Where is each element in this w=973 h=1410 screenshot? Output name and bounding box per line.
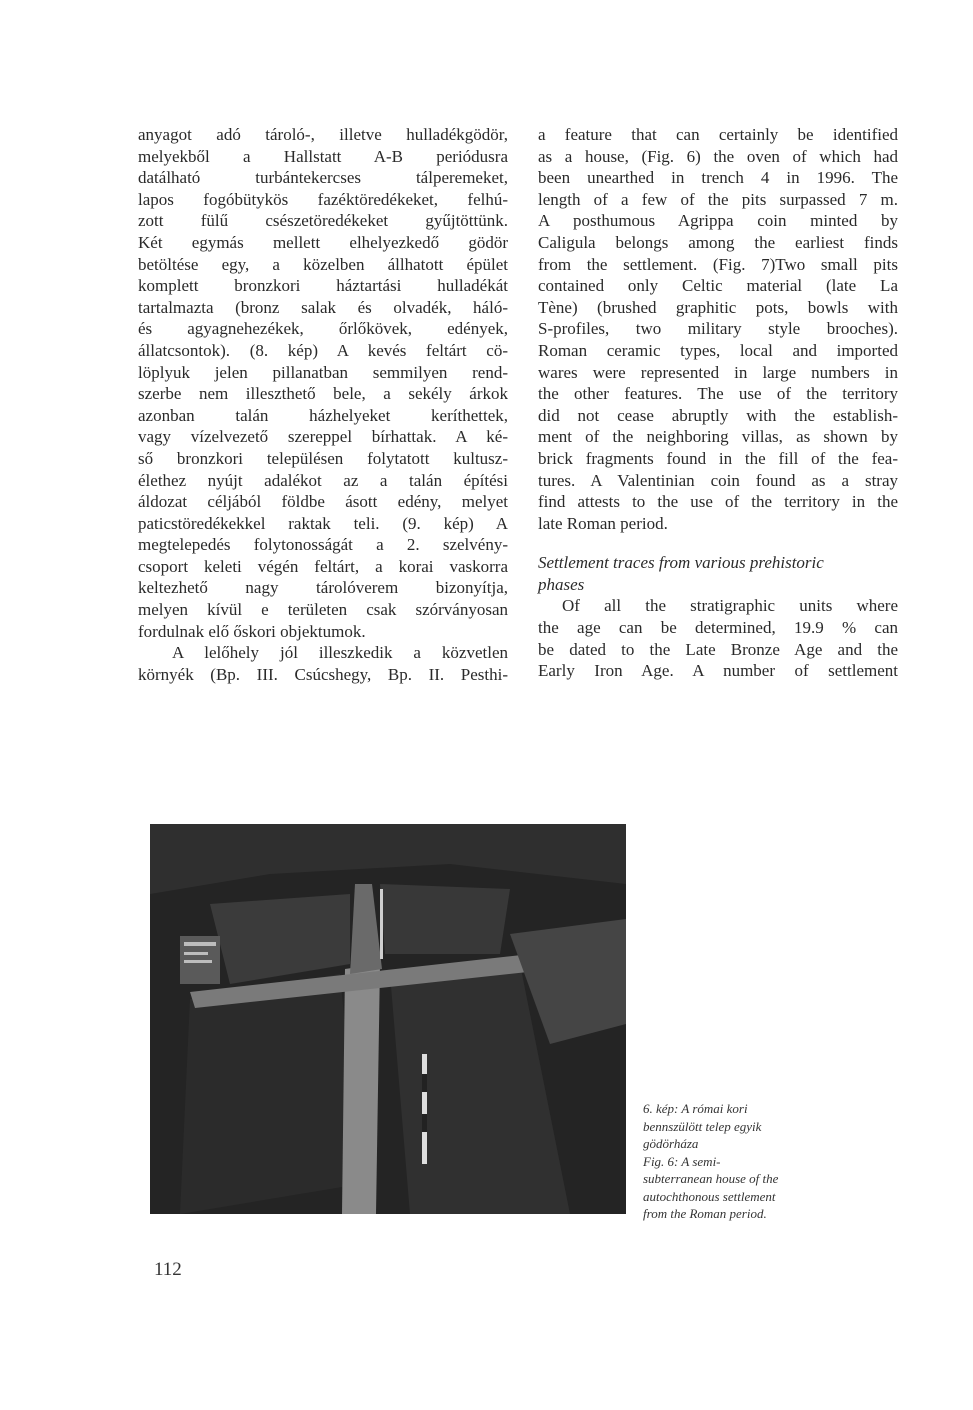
- text-line: löplyuk jelen pillanatban semmilyen rend-: [138, 362, 508, 382]
- text-line: Tène) (brushed graphitic pots, bowls with: [538, 297, 898, 317]
- text-line: ső bronzkori településen folytatott kultusz-: [138, 448, 508, 468]
- text-line: lapos fogóbütykös fazéktöredékeket, felhú-: [138, 189, 508, 209]
- text-line: wares were represented in large numbers in: [538, 362, 898, 382]
- text-line: A posthumous Agrippa coin minted by: [538, 211, 898, 231]
- text-line: datálható turbántekercses tálperemeket,: [138, 168, 508, 188]
- left-text-column: [138, 124, 508, 685]
- section-heading: Settlement traces from various prehistoric: [538, 553, 824, 573]
- text-line: Két egymás mellett elhelyezkedő gödör: [138, 232, 508, 252]
- text-line: find attests to the use of the territory in the: [538, 492, 898, 512]
- text-line: fordulnak elő őskori objektumok.: [138, 621, 366, 641]
- page-number: 112: [154, 1259, 182, 1280]
- text-line: be dated to the Late Bronze Age and the: [538, 639, 898, 659]
- text-line: élethez nyújt adalékot az a talán építési: [138, 470, 508, 490]
- text-line: late Roman period.: [538, 513, 668, 533]
- caption-line: bennszülött telep egyik: [643, 1118, 762, 1134]
- caption-line: Fig. 6: A semi-: [643, 1153, 721, 1169]
- text-line: tures. A Valentinian coin found as a stray: [538, 470, 898, 490]
- text-line: zott fülű csészetöredékeket gyűjtöttünk.: [138, 211, 508, 231]
- caption-line: gödörháza: [643, 1136, 699, 1151]
- text-line: azonban talán házhelyeket keríthettek,: [138, 405, 508, 425]
- text-line: brick fragments found in the fill of the fea-: [538, 448, 898, 468]
- text-line: melyekből a Hallstatt A-B periódusra: [138, 146, 508, 166]
- caption-line: from the Roman period.: [643, 1206, 767, 1221]
- text-line: áldozat céljából földbe ásott edény, melyet: [138, 492, 508, 512]
- excavation-photo: [150, 824, 626, 1214]
- text-line: melyen kívül e területen csak szórványosan: [138, 600, 508, 620]
- text-line: been unearthed in trench 4 in 1996. The: [538, 168, 898, 188]
- text-line: did not cease abruptly with the establish-: [538, 405, 898, 425]
- figure-caption: [643, 1100, 843, 1223]
- text-line: Of all the stratigraphic units where: [562, 596, 898, 616]
- text-line: komplett bronzkori háztartási hulladékát: [138, 276, 508, 296]
- text-line: as a house, (Fig. 6) the oven of which had: [538, 146, 898, 166]
- text-line: állatcsontok). (8. kép) A kevés feltárt cö-: [138, 340, 508, 360]
- text-line: Caligula belongs among the earliest finds: [538, 232, 898, 252]
- text-line: megtelepedés folytonosságát a 2. szelvény-: [138, 535, 508, 555]
- text-line: the age can be determined, 19.9 % can: [538, 618, 898, 638]
- caption-line: autochthonous settlement: [643, 1188, 776, 1204]
- text-line: tartalmazta (bronz salak és olvadék, háló-: [138, 297, 508, 317]
- section-heading: phases: [538, 574, 585, 594]
- text-line: paticstöredékekkel raktak teli. (9. kép) A: [138, 513, 508, 533]
- text-line: és agyagnehezékek, őrlőkövek, edények,: [138, 319, 508, 339]
- text-line: length of a few of the pits surpassed 7 m.: [538, 189, 898, 209]
- text-line: Early Iron Age. A number of settlement: [538, 661, 898, 681]
- text-line: csoport keleti végén feltárt, a korai vaskorra: [138, 556, 508, 576]
- text-line: környék (Bp. III. Csúcshegy, Bp. II. Pesthi-: [138, 664, 508, 684]
- excavation-photo-drawing: [150, 824, 626, 1214]
- text-line: S-profiles, two military style brooches).: [538, 319, 898, 339]
- text-line: szerbe nem illeszthető bele, a sekély árkok: [138, 384, 508, 404]
- text-line: vagy vízelvezető szereppel bírhattak. A ké-: [138, 427, 508, 447]
- text-line: keltezhető nagy tárolóverem bizonyítja,: [138, 578, 508, 598]
- text-line: the other features. The use of the territory: [538, 384, 898, 404]
- text-line: from the settlement. (Fig. 7)Two small pits: [538, 254, 898, 274]
- text-line: a feature that can certainly be identified: [538, 125, 898, 144]
- caption-line: 6. kép: A római kori: [643, 1101, 748, 1116]
- text-line: Roman ceramic types, local and imported: [538, 340, 898, 360]
- text-line: A lelőhely jól illeszkedik a közvetlen: [172, 643, 508, 663]
- text-line: ment of the neighboring villas, as shown by: [538, 427, 898, 447]
- text-line: anyagot adó tároló-, illetve hulladékgödör,: [138, 125, 508, 144]
- right-text-column: [538, 124, 898, 682]
- text-line: contained only Celtic material (late La: [538, 276, 898, 296]
- text-line: betöltése egy, a közelben állhatott épület: [138, 254, 508, 274]
- caption-line: subterranean house of the: [643, 1171, 779, 1186]
